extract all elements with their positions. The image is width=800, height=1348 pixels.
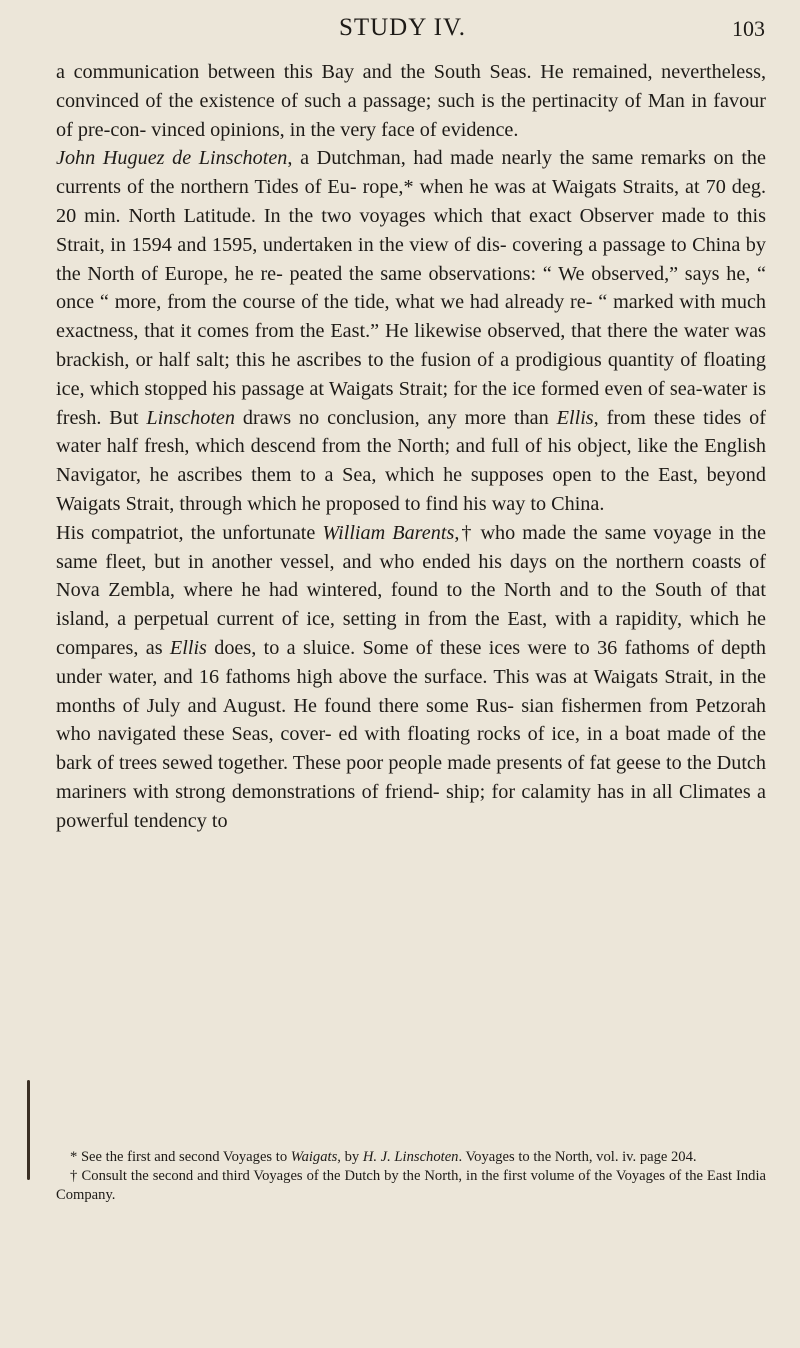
footnote-2: † Consult the second and third Voyages of the Dutch by the North, in the first volume of the Voyages of the East India Company. bbox=[56, 1168, 766, 1203]
footnotes bbox=[56, 1148, 766, 1205]
paragraph-2 bbox=[56, 144, 766, 518]
margin-mark bbox=[27, 1080, 30, 1180]
paragraph-2-text-b: draws no conclusion, any more than bbox=[235, 406, 557, 429]
paragraph-3-text-a: ,† who made the same voyage in the same fleet, but in another vessel, and who ended his days on the northern coasts of Nova Zembla, where he had wintered, found to the North and to the South of that island, a perpetual current of ice, setting in from the East, with a rapidity, which he compares, as bbox=[56, 521, 766, 659]
paragraph-3 bbox=[56, 519, 766, 836]
page-number: 103 bbox=[732, 16, 765, 41]
footnote-1-lead: * See the first and second Voyages to bbox=[70, 1149, 291, 1165]
page-header bbox=[40, 10, 765, 54]
paragraph-2-text-a: , a Dutchman, had made nearly the same remarks on the currents of the northern Tides of Eu- rope,* when he was at Waigats Straits, at 70 deg. 20 min. North Latitude. In the two voyages which that exact Observer made to this Strait, in 1594 and 1595, undertaken in the view of dis- covering a passage to China by the North of Europe, he re- peated the same observations: “ We observed,” says he, “ once “ more, from the course of the tide, what we had already re- “ marked with much exactness, that it comes from the East.” He likewise observed, that there the water was brackish, or half salt; this he ascribes to the fusion of a prodigious quantity of floating ice, which stopped his passage at Waigats Strait; for the ice formed even of sea-water is fresh. But bbox=[56, 147, 766, 429]
footnote-1-place: Waigats bbox=[290, 1149, 338, 1165]
paragraph-1: a communication between this Bay and the South Seas. He remained, nevertheless, convinced of the existence of such a passage; such is the pertinacity of Man in favour of pre-con- vinced opinions, in the very face of evidence. bbox=[56, 61, 766, 141]
footnote-1-author: H. J. Linschoten bbox=[362, 1149, 459, 1165]
paragraph-3-text-b: does, to a sluice. Some of these ices were to 36 fathoms of depth under water, and 16 fathoms high above the surface. This was at Waigats Strait, in the months of July and August. He found there some Rus- sian fishermen from Petzorah who navigated these Seas, cover- ed with floating rocks of ice, in a boat made of the bark of trees sewed together. These poor people made presents of fat geese to the Dutch mariners with strong demonstrations of friend- ship; for calamity has in all Climates a powerful tendency to bbox=[56, 636, 766, 832]
person-name-linschoten-2: Linschoten bbox=[146, 406, 235, 429]
body-text bbox=[56, 58, 766, 836]
person-name-barents: William Barents bbox=[322, 521, 455, 544]
running-head: STUDY IV. bbox=[338, 14, 467, 41]
person-name-ellis: Ellis bbox=[556, 406, 594, 429]
paragraph-3-lead: His compatriot, the unfortunate bbox=[56, 521, 323, 544]
footnote-1-rest: . Voyages to the North, vol. iv. page 204. bbox=[458, 1149, 697, 1165]
footnote-1-mid: , by bbox=[337, 1149, 363, 1165]
footnote-1 bbox=[56, 1148, 766, 1167]
person-name-ellis-2: Ellis bbox=[169, 636, 207, 659]
paragraph-2-text-c: , from these tides of water half fresh, which descend from the North; and full of his object, like the English Navigator, he ascribes them to a Sea, which he supposes open to the East, beyond Waigats Strait, through which he proposed to find his way to China. bbox=[56, 406, 766, 515]
person-name-linschoten: John Huguez de Linschoten bbox=[56, 147, 288, 170]
